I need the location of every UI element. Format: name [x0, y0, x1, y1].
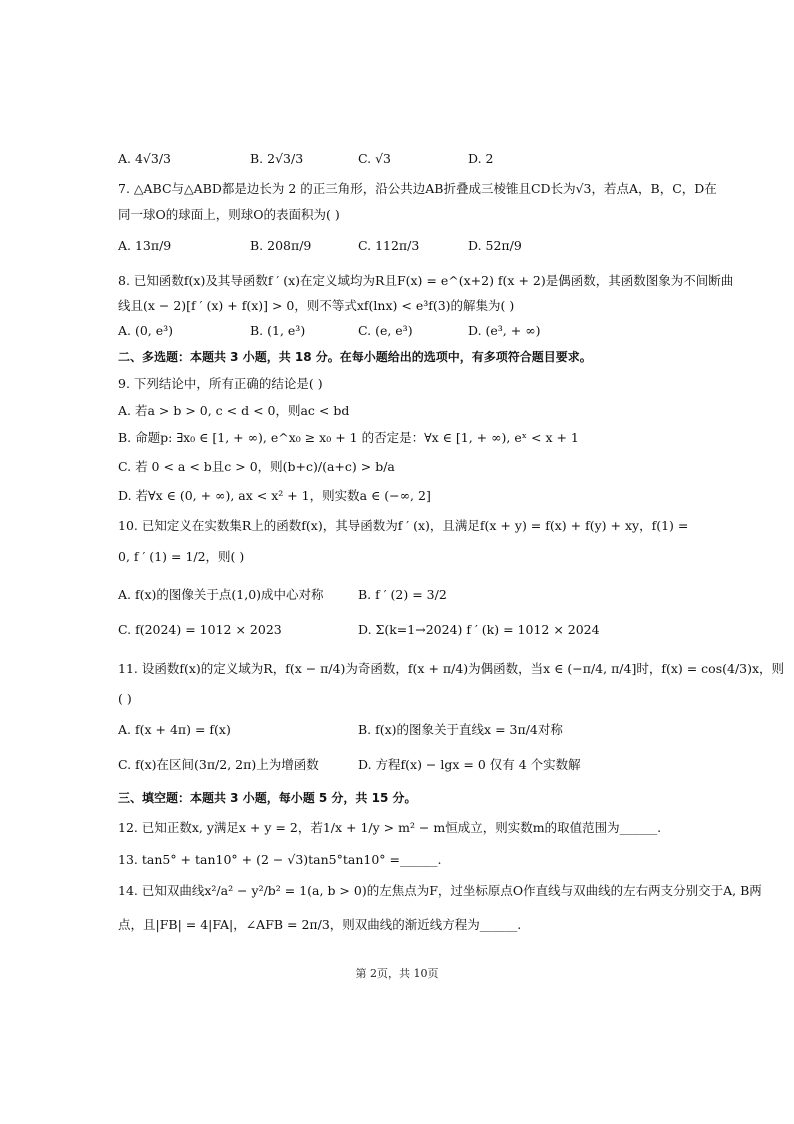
q11-stem-line1: 11. 设函数f(x)的定义域为R，f(x − π/4)为奇函数，f(x + π/4)为偶函数，当x ∈ (−π/4, π/4]时，f(x) = cos(4/3)x，则 [118, 661, 785, 676]
q14-stem-line2: 点，且|FB| = 4|FA|，∠AFB = 2π/3，则双曲线的渐近线方程为______. [118, 917, 522, 932]
q7-option-a: A. 13π/9 [118, 238, 172, 253]
q9-stem: 9. 下列结论中，所有正确的结论是( ) [118, 376, 323, 391]
q10-option-b: B. f ′ (2) = 3/2 [358, 587, 447, 602]
q8-option-d: D. (e³, + ∞) [468, 323, 541, 338]
q6-option-b: B. 2√3/3 [250, 151, 304, 166]
q13-stem: 13. tan5° + tan10° + (2 − √3)tan5°tan10° =______. [118, 852, 442, 867]
q6-option-c: C. √3 [358, 151, 391, 166]
q8-option-c: C. (e, e³) [358, 323, 413, 338]
q8-stem-line2: 线且(x − 2)[f ′ (x) + f(x)] > 0，则不等式xf(lnx) < e³f(3)的解集为( ) [118, 298, 515, 313]
q8-option-b: B. (1, e³) [250, 323, 306, 338]
q11-option-d: D. 方程f(x) − lgx = 0 仅有 4 个实数解 [358, 757, 581, 772]
q12-stem: 12. 已知正数x, y满足x + y = 2，若1/x + 1/y > m² − m恒成立，则实数m的取值范围为______. [118, 820, 662, 835]
section-heading-multiple-choice: 二、多选题：本题共 3 小题，共 18 分。在每小题给出的选项中，有多项符合题目要求。 [118, 350, 592, 364]
q6-option-a: A. 4√3/3 [118, 151, 172, 166]
q11-option-a: A. f(x + 4π) = f(x) [118, 722, 231, 737]
page-footer: 第 2页，共 10页 [355, 967, 439, 980]
q10-option-d: D. Σ(k=1→2024) f ′ (k) = 1012 × 2024 [358, 622, 600, 637]
q7-option-d: D. 52π/9 [468, 238, 522, 253]
q10-option-c: C. f(2024) = 1012 × 2023 [118, 622, 282, 637]
q9-option-c: C. 若 0 < a < b且c > 0，则(b+c)/(a+c) > b/a [118, 459, 395, 474]
q11-option-b: B. f(x)的图象关于直线x = 3π/4对称 [358, 722, 563, 737]
q10-option-a: A. f(x)的图像关于点(1,0)成中心对称 [118, 587, 324, 602]
q8-stem-line1: 8. 已知函数f(x)及其导函数f ′ (x)在定义域均为R且F(x) = e^(x+2) f(x + 2)是偶函数，其函数图象为不间断曲 [118, 273, 734, 288]
q7-stem-line1: 7. △ABC与△ABD都是边长为 2 的正三角形，沿公共边AB折叠成三棱锥且CD长为√3，若点A，B，C，D在 [118, 181, 717, 196]
section-heading-fill-in: 三、填空题：本题共 3 小题，每小题 5 分，共 15 分。 [118, 791, 417, 805]
q9-option-b: B. 命题p: ∃x₀ ∈ [1, + ∞), e^x₀ ≥ x₀ + 1 的否定是：∀x ∈ [1, + ∞), eˣ < x + 1 [118, 430, 579, 445]
q11-stem-line2: ( ) [118, 691, 132, 706]
q7-option-c: C. 112π/3 [358, 238, 420, 253]
q10-stem-line2: 0, f ′ (1) = 1/2，则( ) [118, 549, 245, 564]
q9-option-d: D. 若∀x ∈ (0, + ∞), ax < x² + 1，则实数a ∈ (−∞, 2] [118, 488, 431, 503]
q11-option-c: C. f(x)在区间(3π/2, 2π)上为增函数 [118, 757, 319, 772]
q7-stem-line2: 同一球O的球面上，则球O的表面积为( ) [118, 207, 340, 222]
q9-option-a: A. 若a > b > 0, c < d < 0，则ac < bd [118, 403, 350, 418]
q7-option-b: B. 208π/9 [250, 238, 312, 253]
q10-stem-line1: 10. 已知定义在实数集R上的函数f(x)，其导函数为f ′ (x)，且满足f(x + y) = f(x) + f(y) + xy，f(1) = [118, 518, 689, 533]
q6-option-d: D. 2 [468, 151, 494, 166]
q14-stem-line1: 14. 已知双曲线x²/a² − y²/b² = 1(a, b > 0)的左焦点为F，过坐标原点O作直线与双曲线的左右两支分别交于A, B两 [118, 883, 762, 898]
q8-option-a: A. (0, e³) [118, 323, 174, 338]
